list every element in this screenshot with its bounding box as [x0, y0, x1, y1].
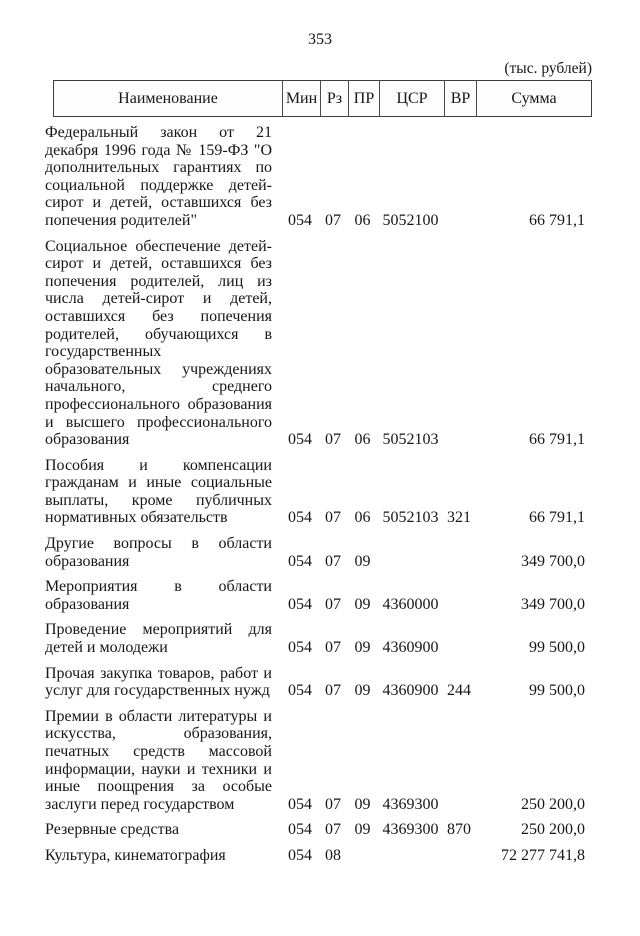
cell-rz: 07	[325, 595, 341, 613]
cell-name: Федеральный закон от 21 декабря 1996 года № 159-ФЗ "О дополнительных гарантиях по социальной поддержке детей-сирот и детей, оставшихся без попечения родителей"	[45, 124, 272, 229]
cell-rz: 07	[325, 211, 341, 229]
cell-csr: 5052103	[382, 431, 439, 449]
cell-csr: 4369300	[382, 795, 439, 813]
column-header-name: Наименование	[118, 89, 218, 107]
units-note: (тыс. рублей)	[504, 60, 592, 77]
cell-min: 054	[288, 595, 312, 613]
cell-pr: 06	[354, 211, 371, 229]
cell-name: Пособия и компенсации гражданам и иные социальные выплаты, кроме публичных нормативных обязательств	[45, 456, 272, 527]
column-header-min: Мин	[282, 81, 320, 116]
cell-min: 054	[288, 846, 312, 864]
cell-sum: 349 700,0	[521, 552, 585, 570]
table-row	[45, 821, 592, 839]
cell-min: 054	[288, 682, 312, 700]
cell-pr: 09	[354, 639, 371, 657]
table-header	[53, 80, 592, 117]
cell-name: Другие вопросы в области образования	[45, 535, 272, 570]
cell-pr: 09	[354, 682, 371, 700]
column-header-rz: Рз	[320, 81, 348, 116]
cell-sum: 349 700,0	[521, 595, 585, 613]
cell-name: Резервные средства	[45, 821, 180, 839]
column-header-sum: Сумма	[476, 81, 591, 116]
page-number: 353	[308, 31, 332, 48]
cell-sum: 99 500,0	[529, 682, 585, 700]
cell-name: Прочая закупка товаров, работ и услуг для государственных нужд	[45, 664, 272, 700]
cell-pr: 09	[354, 795, 371, 813]
cell-rz: 07	[325, 431, 341, 449]
cell-csr: 5052103	[382, 509, 439, 527]
cell-rz: 07	[325, 795, 341, 813]
cell-name: Культура, кинематография	[45, 846, 226, 864]
table-row	[45, 535, 592, 570]
column-header-vr: ВР	[444, 81, 476, 116]
table-row	[45, 708, 592, 814]
cell-vr: 870	[447, 821, 471, 839]
table-row	[45, 665, 592, 700]
cell-name: Проведение мероприятий для детей и молодежи	[45, 621, 272, 657]
table-row	[45, 847, 592, 865]
cell-min: 054	[288, 639, 312, 657]
cell-name: Мероприятия в области образования	[45, 578, 272, 613]
cell-csr: 4360000	[382, 595, 439, 613]
cell-sum: 66 791,1	[529, 509, 585, 527]
cell-rz: 07	[325, 639, 341, 657]
column-header-csr: ЦСР	[379, 81, 444, 116]
table-row	[45, 578, 592, 613]
cell-csr: 4360900	[382, 682, 439, 700]
cell-rz: 07	[325, 821, 341, 839]
cell-rz: 08	[325, 846, 341, 864]
table-row	[45, 457, 592, 527]
cell-sum: 99 500,0	[529, 639, 585, 657]
cell-min: 054	[288, 795, 312, 813]
cell-pr: 09	[354, 595, 371, 613]
document-page	[0, 31, 640, 936]
cell-pr: 06	[354, 509, 371, 527]
table-row	[45, 124, 592, 230]
table-body	[0, 124, 640, 865]
cell-min: 054	[288, 431, 312, 449]
cell-sum: 66 791,1	[529, 211, 585, 229]
table-row	[45, 238, 592, 449]
cell-pr: 06	[354, 431, 371, 449]
cell-rz: 07	[325, 509, 341, 527]
cell-csr: 5052100	[382, 211, 439, 229]
cell-csr: 4360900	[382, 639, 439, 657]
cell-min: 054	[288, 821, 312, 839]
cell-sum: 66 791,1	[529, 431, 585, 449]
cell-name: Социальное обеспечение детей-сирот и детей, оставшихся без попечения родителей, лиц из числа детей-сирот и детей, оставшихся без попечения родителей, обучающихся в государственных образовательных учреждениях начального, среднего профессионального образования и высшего профессионального образования	[45, 237, 272, 449]
cell-rz: 07	[325, 552, 341, 570]
cell-pr: 09	[354, 821, 371, 839]
cell-vr: 321	[447, 509, 471, 527]
cell-min: 054	[288, 211, 312, 229]
cell-min: 054	[288, 552, 312, 570]
cell-name: Премии в области литературы и искусства, образования, печатных средств массовой информации, науки и техники и иные поощрения за особые заслуги перед государством	[45, 707, 272, 813]
table-row	[45, 621, 592, 656]
cell-sum: 250 200,0	[521, 795, 585, 813]
column-header-pr: ПР	[348, 81, 379, 116]
cell-vr: 244	[447, 682, 471, 700]
cell-sum: 250 200,0	[521, 821, 585, 839]
cell-pr: 09	[354, 552, 371, 570]
cell-min: 054	[288, 509, 312, 527]
cell-rz: 07	[325, 682, 341, 700]
cell-sum: 72 277 741,8	[501, 846, 585, 864]
cell-csr: 4369300	[382, 821, 439, 839]
